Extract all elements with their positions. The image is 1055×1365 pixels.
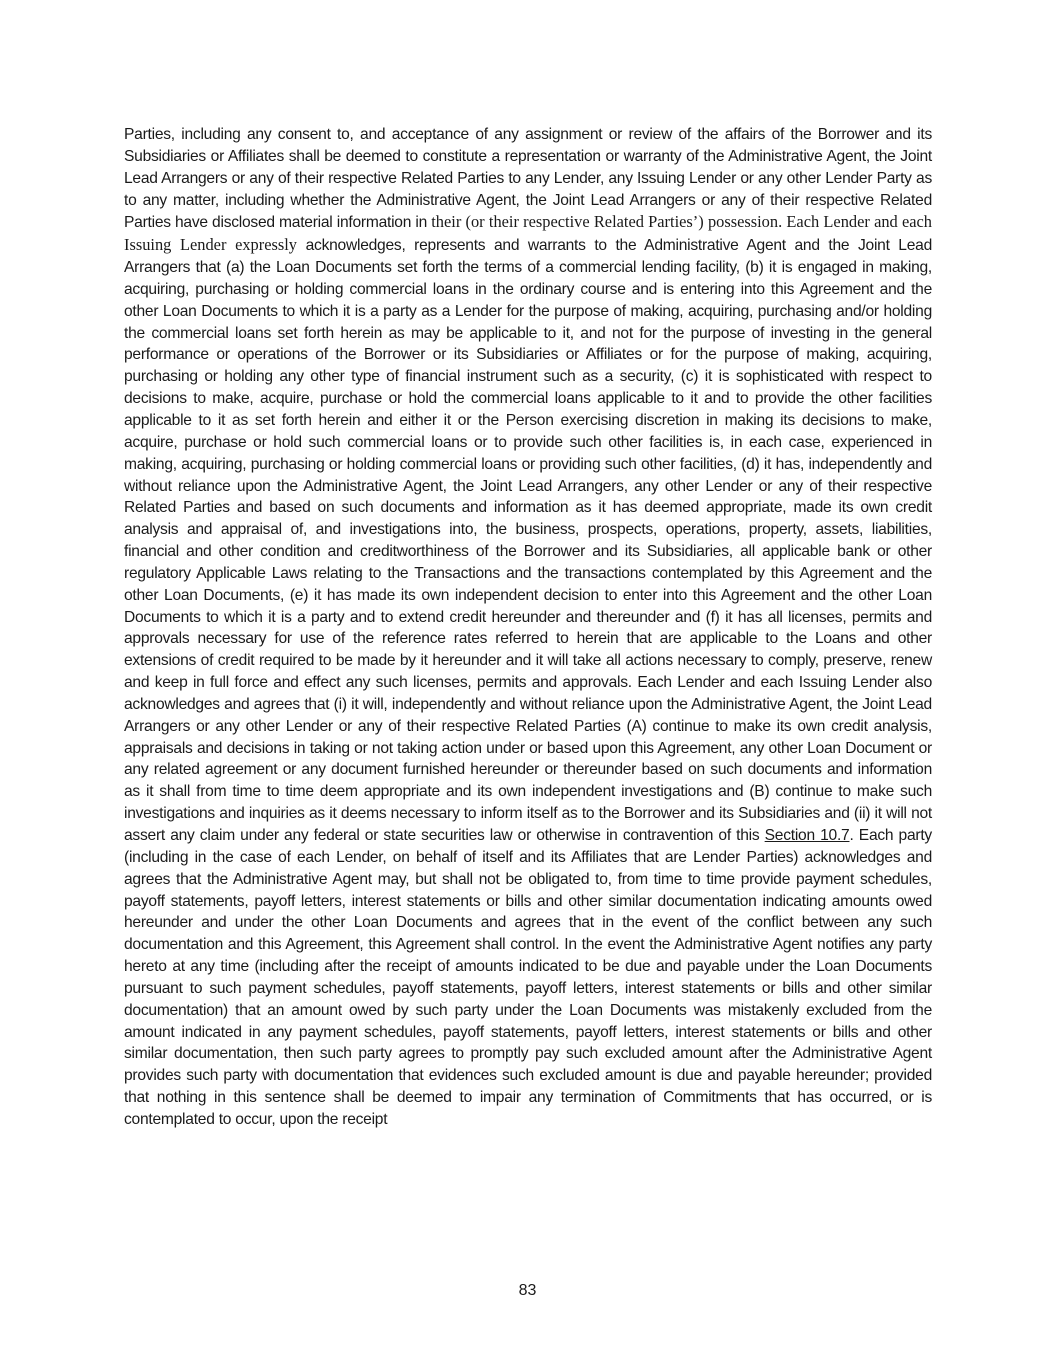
page-number: 83 <box>518 1282 537 1299</box>
paragraph-text-part-3: . Each party (including in the case of each Lender, on behalf of itself and its Affiliates that are Lender Parties) acknowledges and agrees that the Administrative Agent may, but shall not be obligated to, from time to time provide payment schedules, payoff statements, payoff letters, interest statements or bills and other similar documentation indicating amounts owed hereunder and under the other Loan Documents and agrees that in the event of the conflict between any such documentation and this Agreement, this Agreement shall control. In the event the Administrative Agent notifies any party hereto at any time (including after the receipt of amounts indicated to be due and payable under the Loan Documents pursuant to such payment schedules, payoff statements, payoff letters, interest statements or bills and other similar documentation) that an amount owed by such party under the Loan Documents was mistakenly excluded from the amount indicated in any payment schedules, payoff statements, payoff letters, interest statements or bills and other similar documentation, then such party agrees to promptly pay such excluded amount after the Administrative Agent provides such party with documentation that evidences such excluded amount is due and payable hereunder; provided that nothing in this sentence shall be deemed to impair any termination of Commitments that has occurred, or is contemplated to occur, upon the receipt <box>124 827 932 1128</box>
paragraph-text-part-1: Parties, including any consent to, and acceptance of any assignment or review of the affairs of the Borrower and its Subsidiaries or Affiliates shall be deemed to constitute a representation or warranty of the Administrative Agent, the Joint Lead Arrangers or any of their respective Related Parties to any Lender, any Issuing Lender or any other Lender Party as to any matter, including whether the Administrative Agent, the Joint Lead Arrangers or any of their respective Related Parties have disclosed material information in <box>124 126 932 232</box>
body-paragraph <box>124 124 932 1131</box>
paragraph-text-serif-part: their (or their respective Related Parties’) possession. Each Lender and each Issuing Lender expressly <box>124 212 933 255</box>
paragraph-text-part-2: acknowledges, represents and warrants to the Administrative Agent and the Joint Lead Arrangers that (a) the Loan Documents set forth the terms of a commercial lending facility, (b) it is engaged in making, acquiring, purchasing or holding commercial loans in the ordinary course and is entering into this Agreement and the other Loan Documents to which it is a party as a Lender for the purpose of making, acquiring, purchasing and/or holding the commercial loans set forth herein as may be applicable to it, and not for the purpose of investing in the general performance or operations of the Borrower or its Subsidiaries or Affiliates or for the purpose of making, acquiring, purchasing or holding any other type of financial instrument such as a security, (c) it is sophisticated with respect to decisions to make, acquire, purchase or hold the commercial loans applicable to it and to provide the other facilities applicable to it as set forth herein and either it or the Person exercising discretion in making its decisions to make, acquire, purchase or hold such commercial loans or to provide such other facilities is, in each case, experienced in making, acquiring, purchasing or holding commercial loans or providing such other facilities, (d) it has, independently and without reliance upon the Administrative Agent, the Joint Lead Arrangers, any other Lender or any of their respective Related Parties and based on such documents and information as it has deemed appropriate, made its own credit analysis and appraisal of, and investigations into, the business, prospects, operations, property, assets, liabilities, financial and other condition and creditworthiness of the Borrower and its Subsidiaries, all applicable bank or other regulatory Applicable Laws relating to the Transactions and the transactions contemplated by this Agreement and the other Loan Documents, (e) it has made its own independent decision to enter into this Agreement and the other Loan Documents to which it is a party and to extend credit hereunder and thereunder and (f) it has all licenses, permits and approvals necessary for use of the reference rates referred to herein that are applicable to the Loans and other extensions of credit required to be made by it hereunder and it will take all actions necessary to comply, preserve, renew and keep in full force and effect any such licenses, permits and approvals. Each Lender and each Issuing Lender also acknowledges and agrees that (i) it will, independently and without reliance upon the Administrative Agent, the Joint Lead Arrangers or any other Lender or any of their respective Related Parties (A) continue to make its own credit analysis, appraisals and decisions in taking or not taking action under or based upon this Agreement, any other Loan Document or any related agreement or any document furnished hereunder or thereunder based on such documents and information as it shall from time to time deem appropriate and its own independent investigations and (B) continue to make such investigations and inquiries as it deems necessary to inform itself as to the Borrower and its Subsidiaries and (ii) it will not assert any claim under any federal or state securities law or otherwise in contravention of this <box>124 237 932 844</box>
section-reference-link[interactable]: Section 10.7 <box>764 827 850 844</box>
